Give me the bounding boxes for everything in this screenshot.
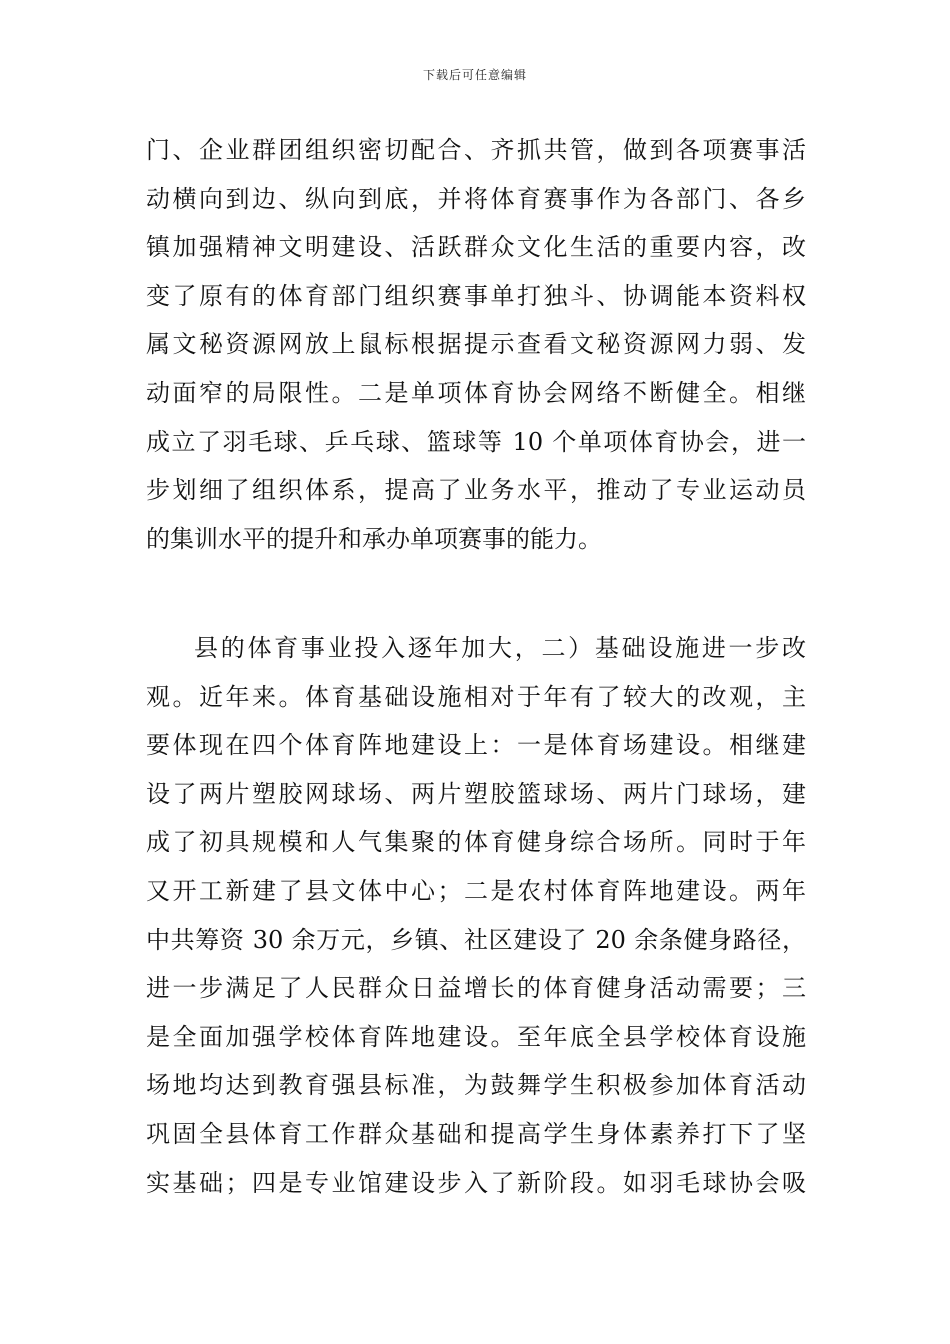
text-line: 动面窄的局限性。二是单项体育协会网络不断健全。相继	[146, 378, 806, 407]
text-line: 动横向到边、纵向到底，并将体育赛事作为各部门、各乡	[146, 184, 806, 213]
text-line: 步划细了组织体系，提高了业务水平，推动了专业运动员	[146, 476, 806, 505]
text-line: 又开工新建了县文体中心；二是农村体育阵地建设。两年	[146, 876, 806, 905]
paragraph-1	[146, 126, 806, 563]
text-line: 成了初具规模和人气集聚的体育健身综合场所。同时于年	[146, 828, 806, 857]
text-line: 巩固全县体育工作群众基础和提高学生身体素养打下了坚	[146, 1119, 806, 1148]
text-line: 门、企业群团组织密切配合、齐抓共管，做到各项赛事活	[146, 136, 806, 164]
text-line: 设了两片塑胶网球场、两片塑胶篮球场、两片门球场，建	[146, 779, 806, 808]
text-line: 镇加强精神文明建设、活跃群众文化生活的重要内容，改	[146, 233, 806, 262]
text-line: 成立了羽毛球、乒乓球、篮球等 10 个单项体育协会，进一	[146, 427, 806, 456]
text-line: 要体现在四个体育阵地建设上：一是体育场建设。相继建	[146, 731, 806, 760]
text-line: 中共筹资 30 余万元，乡镇、社区建设了 20 余条健身路径，	[146, 925, 806, 954]
paragraph-2	[146, 624, 806, 1207]
text-line: 属文秘资源网放上鼠标根据提示查看文秘资源网力弱、发	[146, 330, 806, 359]
text-line: 实基础；四是专业馆建设步入了新阶段。如羽毛球协会吸	[146, 1168, 806, 1197]
text-line: 观。近年来。体育基础设施相对于年有了较大的改观，主	[146, 682, 806, 711]
page-header: 下载后可任意编辑	[422, 68, 527, 82]
text-line: 场地均达到教育强县标准，为鼓舞学生积极参加体育活动	[146, 1071, 806, 1100]
text-line: 县的体育事业投入逐年加大，二）基础设施进一步改	[194, 634, 806, 662]
text-line: 进一步满足了人民群众日益增长的体育健身活动需要；三	[146, 974, 806, 1003]
text-line: 是全面加强学校体育阵地建设。至年底全县学校体育设施	[146, 1022, 806, 1051]
text-line: 的集训水平的提升和承办单项赛事的能力。	[146, 524, 602, 553]
text-line: 变了原有的体育部门组织赛事单打独斗、协调能本资料权	[146, 281, 806, 310]
